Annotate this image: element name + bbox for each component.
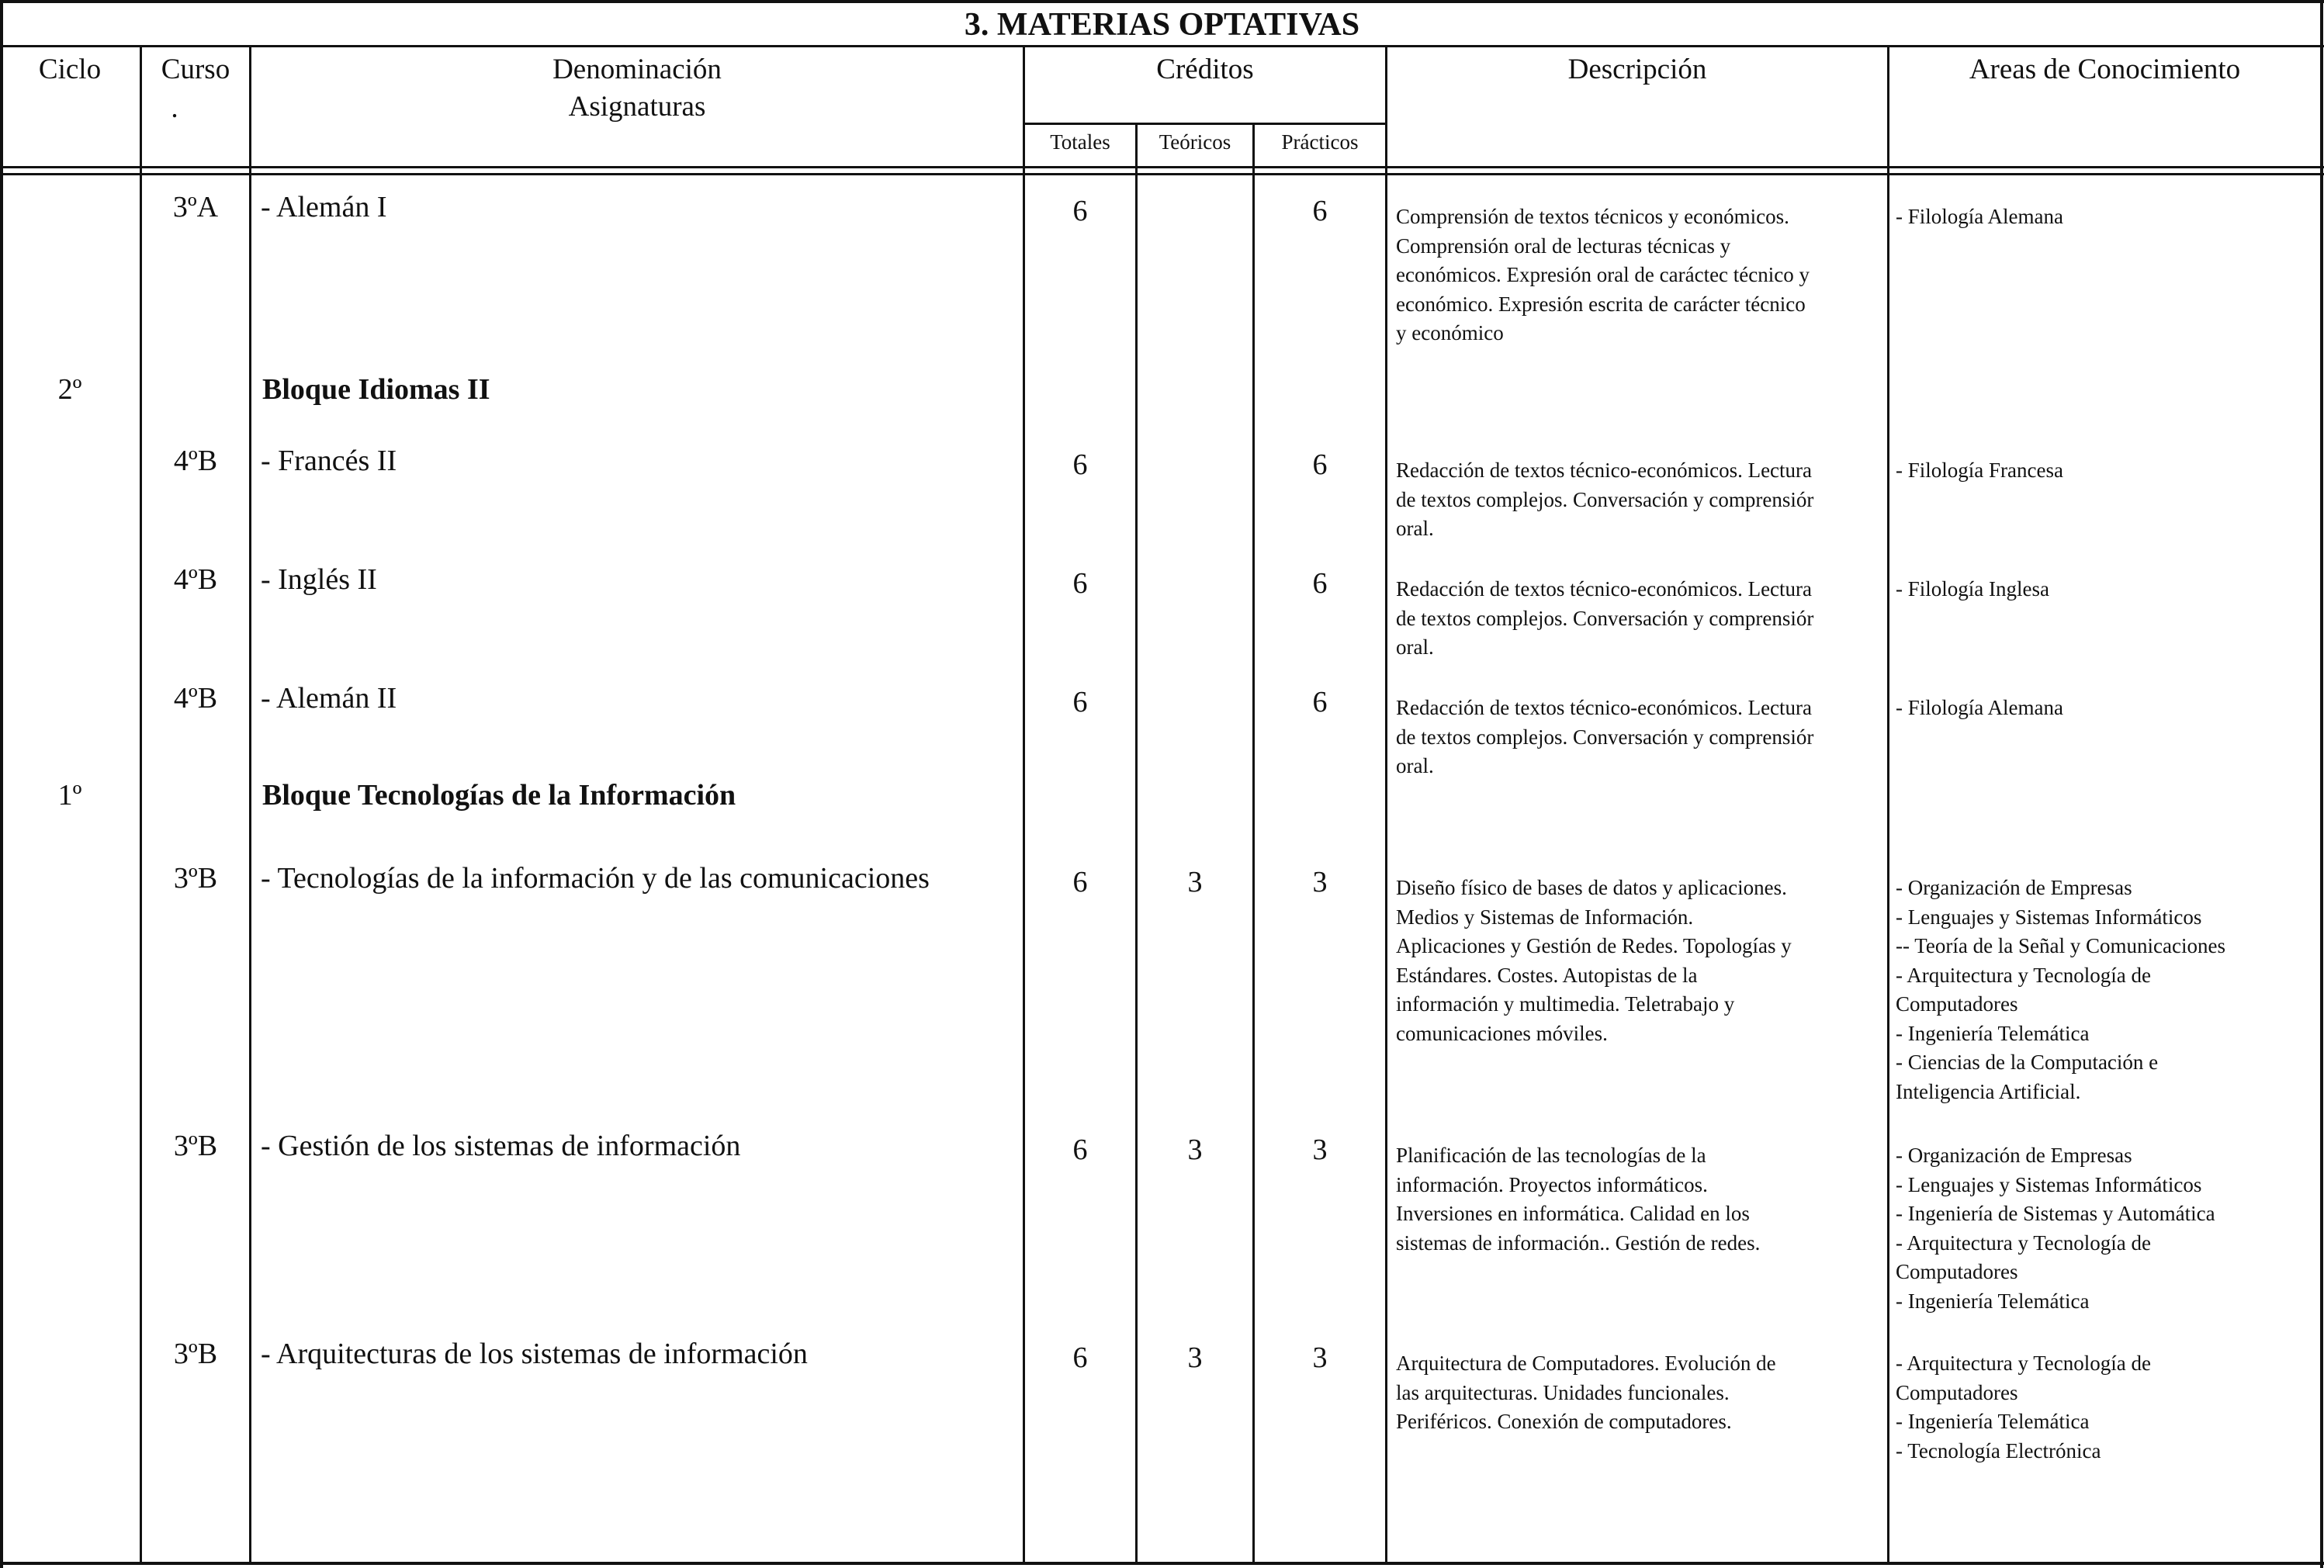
row-creditos-practicos: 3 (1312, 1134, 1328, 1166)
col-line-descripcion (1385, 45, 1387, 1564)
bloque-heading: Bloque Tecnologías de la Información (262, 779, 736, 812)
header-denominacion: Denominación (552, 54, 722, 85)
row-descripcion-line: sistemas de información.. Gestión de redes. (1396, 1231, 1761, 1255)
row-area-line: - Organización de Empresas (1896, 1144, 2132, 1167)
row-descripcion-line: información y multimedia. Teletrabajo y (1396, 992, 1735, 1016)
frame-bottom (0, 1562, 2324, 1565)
row-curso: 3ºB (173, 1130, 218, 1162)
row-area-line: - Filología Alemana (1896, 205, 2063, 228)
row-area-line: - Ingeniería de Sistemas y Automática (1896, 1202, 2215, 1225)
row-descripcion-line: Aplicaciones y Gestión de Redes. Topologías y (1396, 934, 1792, 957)
row-area-line: - Ciencias de la Computación e (1896, 1051, 2159, 1074)
header-practicos: Prácticos (1281, 130, 1359, 154)
row-descripcion-line: Arquitectura de Computadores. Evolución de (1396, 1352, 1776, 1375)
row-creditos-teoricos: 3 (1187, 1134, 1203, 1166)
header-creditos: Créditos (1156, 54, 1254, 85)
ciclo-marker: 1º (57, 779, 82, 812)
header-areas: Areas de Conocimiento (1969, 54, 2241, 85)
row-subject-name: - Alemán I (261, 191, 387, 223)
row-creditos-practicos: 3 (1312, 866, 1328, 898)
row-curso: 4ºB (173, 563, 218, 596)
header-asignaturas: Asignaturas (568, 91, 706, 123)
header-curso: Curso (161, 54, 230, 85)
row-descripcion-line: oral. (1396, 754, 1434, 777)
row-descripcion-line: Comprensión oral de lecturas técnicas y (1396, 234, 1731, 258)
row-descripcion-line: y económico (1396, 321, 1504, 344)
row-subject-name: - Tecnologías de la información y de las comunicaciones (261, 862, 930, 895)
row-area-line: - Filología Inglesa (1896, 577, 2049, 601)
row-area-line: - Arquitectura y Tecnología de (1896, 1231, 2151, 1255)
row-creditos-practicos: 6 (1312, 686, 1328, 718)
row-descripcion-line: Medios y Sistemas de Información. (1396, 905, 1694, 929)
row-descripcion-line: Redacción de textos técnico-económicos. Lectura (1396, 577, 1813, 601)
row-descripcion-line: información. Proyectos informáticos. (1396, 1172, 1708, 1196)
row-creditos-practicos: 6 (1312, 448, 1328, 481)
page-title: 3. MATERIAS OPTATIVAS (964, 7, 1360, 43)
frame-right (2320, 0, 2323, 1568)
row-subject-name: - Alemán II (261, 682, 397, 715)
row-area-line: - Arquitectura y Tecnología de (1896, 1352, 2151, 1375)
row-curso: 3ºB (173, 1338, 218, 1370)
row-area-line: Computadores (1896, 992, 2018, 1016)
creditos-subheader-line (1023, 123, 1387, 125)
row-creditos-totales: 6 (1072, 1134, 1088, 1166)
header-line-1 (0, 166, 2324, 168)
bloque-heading: Bloque Idiomas II (262, 373, 490, 406)
row-subject-name: - Francés II (261, 445, 397, 477)
frame-top (0, 0, 2324, 3)
row-descripcion-line: las arquitecturas. Unidades funcionales. (1396, 1380, 1730, 1404)
row-descripcion-line: Inversiones en informática. Calidad en los (1396, 1202, 1750, 1225)
row-descripcion-line: oral. (1396, 635, 1434, 659)
row-creditos-practicos: 6 (1312, 567, 1328, 600)
row-area-line: -- Teoría de la Señal y Comunicaciones (1896, 934, 2225, 957)
row-creditos-totales: 6 (1072, 448, 1088, 481)
row-creditos-practicos: 6 (1312, 195, 1328, 227)
row-area-line: - Ingeniería Telemática (1896, 1289, 2090, 1313)
row-area-line: - Ingeniería Telemática (1896, 1410, 2090, 1433)
row-area-line: - Lenguajes y Sistemas Informáticos (1896, 905, 2202, 929)
col-line-denominacion (249, 45, 251, 1564)
header-teoricos: Teóricos (1159, 130, 1231, 154)
row-creditos-totales: 6 (1072, 567, 1088, 600)
row-area-line: Computadores (1896, 1380, 2018, 1404)
row-descripcion-line: oral. (1396, 517, 1434, 540)
row-subject-name: - Arquitecturas de los sistemas de información (261, 1338, 808, 1370)
row-curso: 4ºB (173, 445, 218, 477)
row-descripcion-line: económicos. Expresión oral de caráctec técnico y (1396, 263, 1810, 286)
row-area-line: - Tecnología Electrónica (1896, 1438, 2101, 1462)
row-creditos-totales: 6 (1072, 195, 1088, 227)
row-area-line: - Lenguajes y Sistemas Informáticos (1896, 1172, 2202, 1196)
row-descripcion-line: Planificación de las tecnologías de la (1396, 1144, 1706, 1167)
row-descripcion-line: Redacción de textos técnico-económicos. Lectura (1396, 459, 1813, 482)
row-area-line: - Organización de Empresas (1896, 876, 2132, 899)
row-descripcion-line: Redacción de textos técnico-económicos. Lectura (1396, 696, 1813, 719)
ciclo-marker: 2º (57, 373, 82, 406)
row-descripcion-line: Diseño físico de bases de datos y aplicaciones. (1396, 876, 1787, 899)
header-totales: Totales (1050, 130, 1110, 154)
row-descripcion-line: económico. Expresión escrita de carácter técnico (1396, 292, 1806, 316)
header-curso-mark: . (171, 92, 178, 124)
row-descripcion-line: comunicaciones móviles. (1396, 1021, 1608, 1045)
row-descripcion-line: de textos complejos. Conversación y comprensiór (1396, 725, 1814, 749)
row-creditos-totales: 6 (1072, 1341, 1088, 1374)
header-line-2 (0, 173, 2324, 175)
row-creditos-totales: 6 (1072, 686, 1088, 718)
row-area-line: - Filología Francesa (1896, 459, 2063, 482)
col-line-areas (1887, 45, 1889, 1564)
row-descripcion-line: de textos complejos. Conversación y comprensiór (1396, 487, 1814, 511)
row-curso: 3ºB (173, 862, 218, 895)
row-creditos-teoricos: 3 (1187, 866, 1203, 898)
row-descripcion-line: Periféricos. Conexión de computadores. (1396, 1410, 1732, 1433)
row-curso: 4ºB (173, 682, 218, 715)
row-area-line: - Ingeniería Telemática (1896, 1021, 2090, 1045)
row-curso: 3ºA (172, 191, 219, 223)
row-area-line: - Arquitectura y Tecnología de (1896, 963, 2151, 987)
col-line-creditos (1023, 45, 1025, 1564)
header-ciclo: Ciclo (38, 54, 102, 85)
header-descripcion: Descripción (1567, 54, 1707, 85)
row-creditos-totales: 6 (1072, 866, 1088, 898)
row-creditos-practicos: 3 (1312, 1341, 1328, 1374)
row-subject-name: - Gestión de los sistemas de información (261, 1130, 741, 1162)
row-descripcion-line: Estándares. Costes. Autopistas de la (1396, 963, 1698, 987)
row-area-line: Inteligencia Artificial. (1896, 1079, 2081, 1103)
title-separator (0, 45, 2324, 47)
row-creditos-teoricos: 3 (1187, 1341, 1203, 1374)
row-area-line: - Filología Alemana (1896, 696, 2063, 719)
row-descripcion-line: de textos complejos. Conversación y comprensiór (1396, 606, 1814, 630)
row-subject-name: - Inglés II (261, 563, 377, 596)
row-area-line: Computadores (1896, 1260, 2018, 1283)
row-descripcion-line: Comprensión de textos técnicos y económicos. (1396, 205, 1789, 228)
